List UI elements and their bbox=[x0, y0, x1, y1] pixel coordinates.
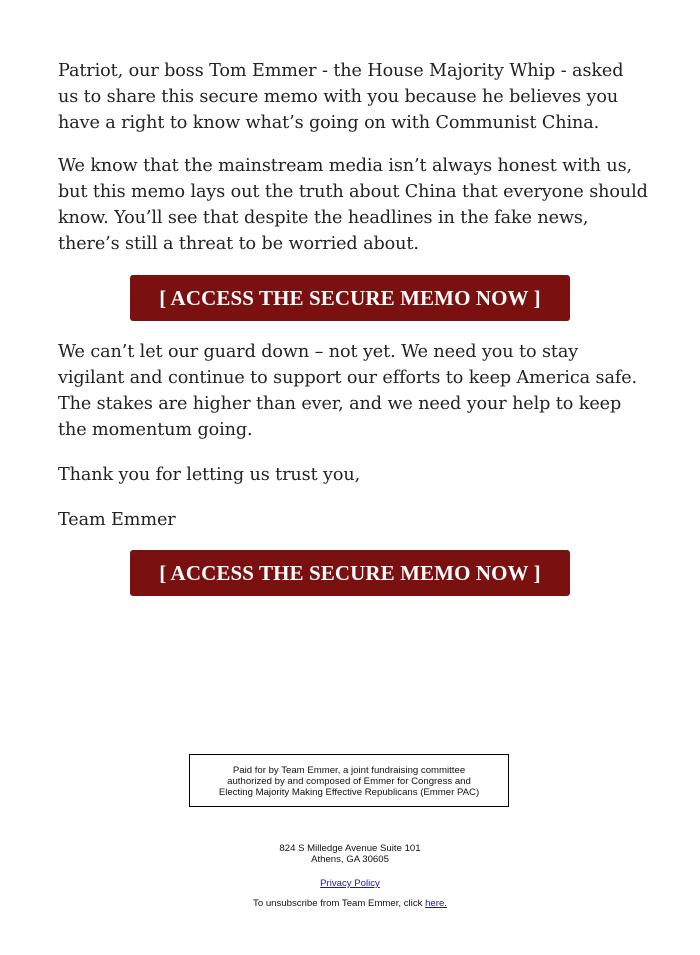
paid-for-disclaimer bbox=[189, 754, 509, 807]
email-body bbox=[58, 58, 648, 596]
access-memo-button-top[interactable]: [ ACCESS THE SECURE MEMO NOW ] bbox=[130, 275, 570, 321]
privacy-policy-row bbox=[0, 878, 700, 889]
cta-container-bottom bbox=[58, 550, 642, 596]
vigilance-paragraph: We can’t let our guard down – not yet. We need you to stay vigilant and continue to support our efforts to keep America safe. The stakes are higher than ever, and we need your help to keep the momentum going. bbox=[58, 342, 638, 440]
thank-you-line: Thank you for letting us trust you, bbox=[58, 465, 361, 485]
media-paragraph: We know that the mainstream media isn’t always honest with us, but this memo lays out the truth about China that everyone should know. You’ll see that despite the headlines in the fake news, there’s still a threat to be worried about. bbox=[58, 156, 648, 254]
unsubscribe-row bbox=[0, 898, 700, 909]
mailing-address bbox=[0, 843, 700, 865]
unsubscribe-text: To unsubscribe from Team Emmer, click bbox=[253, 898, 426, 909]
disclaimer-line: Paid for by Team Emmer, a joint fundraising committee bbox=[232, 765, 466, 776]
unsubscribe-link[interactable]: here. bbox=[425, 898, 447, 909]
address-line-2: Athens, GA 30605 bbox=[311, 854, 389, 865]
address-line-1: 824 S Milledge Avenue Suite 101 bbox=[279, 843, 421, 854]
disclaimer-line: Electing Majority Making Effective Republicans (Emmer PAC) bbox=[218, 787, 480, 798]
signature: Team Emmer bbox=[58, 510, 176, 530]
cta-container-top bbox=[58, 275, 642, 321]
disclaimer-line: authorized by and composed of Emmer for Congress and bbox=[227, 776, 471, 787]
privacy-policy-link[interactable]: Privacy Policy bbox=[320, 878, 380, 889]
access-memo-button-bottom[interactable]: [ ACCESS THE SECURE MEMO NOW ] bbox=[130, 550, 570, 596]
intro-paragraph: Patriot, our boss Tom Emmer - the House Majority Whip - asked us to share this secure memo with you because he believes you have a right to know what’s going on with Communist China. bbox=[58, 61, 624, 133]
